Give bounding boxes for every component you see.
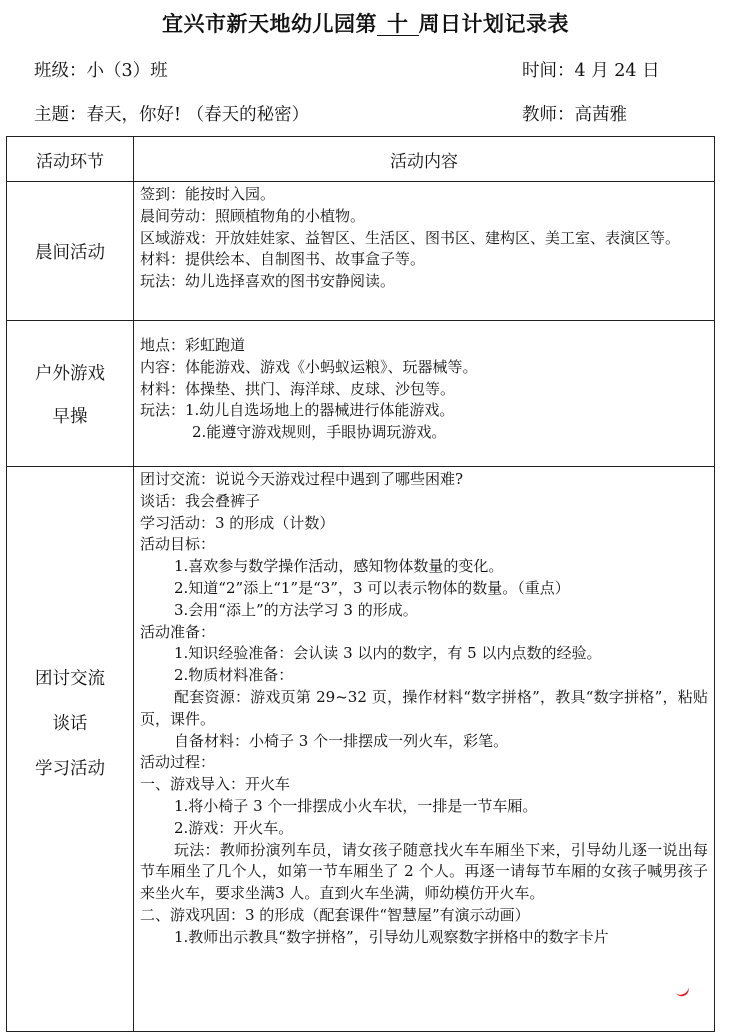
content-line: 团讨交流：说说今天游戏过程中遇到了哪些困难? xyxy=(140,470,464,488)
content-line: 配套资源：游戏页第 29~32 页，操作材料“数字拼格”，教具“数字拼格”，粘贴页，课件。 xyxy=(140,687,708,728)
content-line: 玩法：幼儿选择喜欢的图书安静阅读。 xyxy=(140,272,396,291)
content-line: 玩法：教师扮演列车员，请女孩子随意找火车车厢坐下来，引导幼儿逐一说出每节车厢坐了几个人，如第一节车厢坐了 2 个人。再逐一请每节车厢的女孩子喊男孩子来坐火车，要求坐满3 人。直到火车坐满，师幼模仿开火车。 xyxy=(140,840,708,903)
content-line: 材料：提供绘本、自制图书、故事盒子等。 xyxy=(140,250,426,269)
content-line: 活动目标： xyxy=(140,535,216,554)
content-line: 玩法：1.幼儿自选场地上的器械进行体能游戏。 xyxy=(140,401,455,420)
content-line: 活动过程： xyxy=(140,753,216,772)
stage-label: 学习活动 xyxy=(35,759,105,779)
document-title xyxy=(0,8,731,38)
stage-cell xyxy=(7,321,134,467)
header-content: 活动内容 xyxy=(134,137,715,182)
content-line: 2.知道“2”添上“1”是“3”，3 可以表示物体的数量。（重点） xyxy=(174,578,570,597)
content-line: 签到：能按时入园。 xyxy=(140,185,276,203)
content-cell xyxy=(134,182,715,321)
stage-label: 早操 xyxy=(52,406,88,427)
content-line: 2.能遵守游戏规则，手眼协调玩游戏。 xyxy=(192,423,447,442)
content-cell xyxy=(134,321,715,467)
table-header-row xyxy=(7,137,715,182)
stage-cell xyxy=(7,182,134,321)
content-cell xyxy=(134,467,715,1032)
table-row-outdoor xyxy=(7,321,715,467)
stage-label: 团讨交流 xyxy=(35,669,105,689)
content-line: 3.会用“添上”的方法学习 3 的形成。 xyxy=(174,600,418,619)
plan-table xyxy=(6,136,715,1032)
content-line: 1.将小椅子 3 个一排摆成小火车状，一排是一节车厢。 xyxy=(174,796,538,815)
week-number: 十 xyxy=(377,13,419,36)
title-prefix: 宜兴市新天地幼儿园第 xyxy=(162,11,377,36)
content-line: 谈话：我会叠裤子 xyxy=(140,491,261,510)
content-line: 一、游戏导入：开火车 xyxy=(140,775,291,794)
date-label: 时间：4 月 24 日 xyxy=(522,61,660,81)
table-row-learning xyxy=(7,467,715,1032)
content-line: 1.喜欢参与数学操作活动，感知物体数量的变化。 xyxy=(174,557,504,576)
stage-label: 户外游戏 xyxy=(35,363,105,384)
content-line: 区域游戏：开放娃娃家、益智区、生活区、图书区、建构区、美工室、表演区等。 xyxy=(140,228,681,247)
content-line: 自备材料：小椅子 3 个一排摆成一列火车，彩笔。 xyxy=(174,731,509,750)
content-line: 活动准备： xyxy=(140,622,216,641)
content-line: 1.知识经验准备：会认读 3 以内的数字，有 5 以内点数的经验。 xyxy=(174,644,602,663)
content-line: 内容：体能游戏、游戏《小蚂蚁运粮》、玩器械等。 xyxy=(140,357,478,376)
theme-label: 主题：春天，你好! （春天的秘密） xyxy=(34,105,310,125)
table-row-morning xyxy=(7,182,715,321)
content-line: 1.教师出示教具“数字拼格”，引导幼儿观察数字拼格中的数字卡片 xyxy=(174,927,609,946)
content-line: 学习活动：3 的形成（计数） xyxy=(140,513,335,532)
content-line: 二、游戏巩固：3 的形成（配套课件“智慧屋”有演示动画） xyxy=(140,905,530,924)
content-line: 地点：彩虹跑道 xyxy=(140,336,246,354)
stage-cell xyxy=(7,467,134,1032)
header-stage: 活动环节 xyxy=(7,137,134,182)
class-label: 班级：小（3）班 xyxy=(34,61,168,81)
content-line: 晨间劳动：照顾植物角的小植物。 xyxy=(140,206,366,225)
content-line: 材料：体操垫、拱门、海洋球、皮球、沙包等。 xyxy=(140,379,456,398)
teacher-label: 教师：高茜雅 xyxy=(522,105,627,125)
content-line: 2.游戏：开火车。 xyxy=(174,818,294,837)
stage-label: 晨间活动 xyxy=(35,242,105,263)
title-suffix: 周日计划记录表 xyxy=(418,11,569,36)
stage-label: 谈话 xyxy=(52,714,88,734)
content-line: 2.物质材料准备： xyxy=(174,666,294,685)
